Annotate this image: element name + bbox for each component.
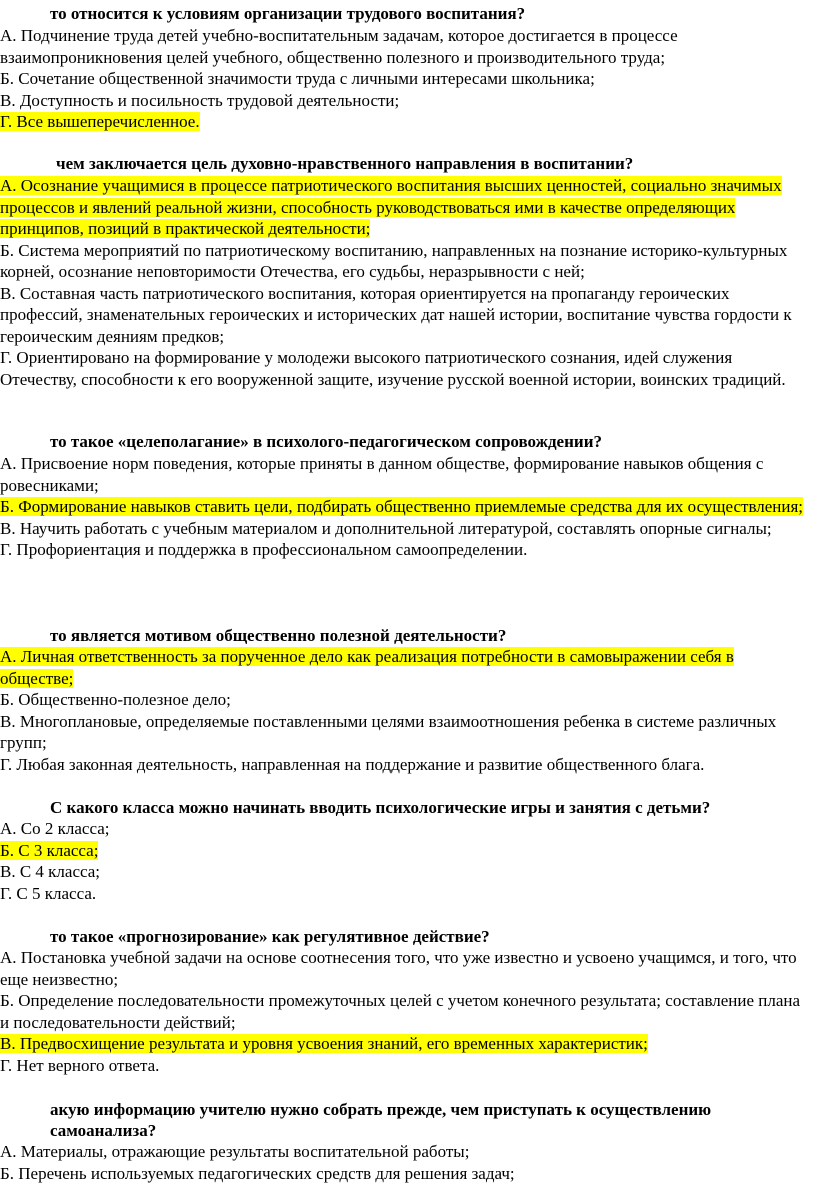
option-3b: Б. Формирование навыков ставить цели, подбирать общественно приемлемые средства для их осуществления; xyxy=(0,496,816,518)
option-2c: В. Составная часть патриотического воспитания, которая ориентируется на пропаганду героических профессий, знаменательных героических и исторических дат нашей истории, воспитание чувства гордости к героическим деяниям предков; xyxy=(0,283,816,348)
option-3a: А. Присвоение норм поведения, которые приняты в данном обществе, формирование навыков общения с ровесниками; xyxy=(0,453,816,496)
option-4c: В. Многоплановые, определяемые поставленными целями взаимоотношения ребенка в системе различных групп; xyxy=(0,711,816,754)
option-4a: А. Личная ответственность за порученное дело как реализация потребности в самовыражении себя в обществе; xyxy=(0,646,816,689)
option-1b: Б. Сочетание общественной значимости труда с личными интересами школьника; xyxy=(0,68,816,90)
option-4d: Г. Любая законная деятельность, направленная на поддержание и развитие общественного блага. xyxy=(0,754,816,776)
option-1d: Г. Все вышеперечисленное. xyxy=(0,111,816,133)
options-6 xyxy=(0,947,816,1076)
options-1 xyxy=(0,25,816,133)
option-6b: Б. Определение последовательности промежуточных целей с учетом конечного результата; составление плана и последовательности действий; xyxy=(0,990,816,1033)
options-4 xyxy=(0,646,816,775)
question-1: то относится к условиям организации трудового воспитания? xyxy=(0,3,816,24)
question-4: то является мотивом общественно полезной деятельности? xyxy=(0,625,816,646)
option-7b: Б. Перечень используемых педагогических средств для решения задач; xyxy=(0,1163,816,1184)
option-5d: Г. С 5 класса. xyxy=(0,883,816,905)
option-7a: А. Материалы, отражающие результаты воспитательной работы; xyxy=(0,1141,816,1163)
question-6: то такое «прогнозирование» как регулятивное действие? xyxy=(0,926,816,947)
option-2a: А. Осознание учащимися в процессе патриотического воспитания высших ценностей, социально значимых процессов и явлений реальной жизни, способность руководствоваться ими в качестве определяющих принципов, позиций в практической деятельности; xyxy=(0,175,816,240)
option-1a: А. Подчинение труда детей учебно-воспитательным задачам, которое достигается в процессе взаимопроникновения целей учебного, общественно полезного и производительного труда; xyxy=(0,25,816,68)
option-2b: Б. Система мероприятий по патриотическому воспитанию, направленных на познание историко-культурных корней, осознание неповторимости Отечества, его судьбы, неразрывности с ней; xyxy=(0,240,816,283)
option-1c: В. Доступность и посильность трудовой деятельности; xyxy=(0,90,816,112)
option-6c: В. Предвосхищение результата и уровня усвоения знаний, его временных характеристик; xyxy=(0,1033,816,1055)
options-7 xyxy=(0,1141,816,1184)
option-6a: А. Постановка учебной задачи на основе соотнесения того, что уже известно и усвоено учащимся, и того, что еще неизвестно; xyxy=(0,947,816,990)
options-2 xyxy=(0,175,816,390)
question-5: С какого класса можно начинать вводить психологические игры и занятия с детьми? xyxy=(0,797,816,818)
question-7: акую информацию учителю нужно собрать прежде, чем приступать к осуществлению самоанализа? xyxy=(0,1099,816,1141)
option-2d: Г. Ориентировано на формирование у молодежи высокого патриотического сознания, идей служения Отечеству, способности к его вооруженной защите, изучение русской военной истории, воинских традиций. xyxy=(0,347,816,390)
question-3: то такое «целеполагание» в психолого-педагогическом сопровождении? xyxy=(0,431,816,452)
option-5a: А. Со 2 класса; xyxy=(0,818,816,840)
option-5b: Б. С 3 класса; xyxy=(0,840,816,862)
options-3 xyxy=(0,453,816,561)
option-3d: Г. Профориентация и поддержка в профессиональном самоопределении. xyxy=(0,539,816,561)
option-3c: В. Научить работать с учебным материалом и дополнительной литературой, составлять опорные сигналы; xyxy=(0,518,816,540)
option-6d: Г. Нет верного ответа. xyxy=(0,1055,816,1077)
option-5c: В. С 4 класса; xyxy=(0,861,816,883)
question-2: чем заключается цель духовно-нравственного направления в воспитании? xyxy=(0,153,816,174)
option-4b: Б. Общественно-полезное дело; xyxy=(0,689,816,711)
options-5 xyxy=(0,818,816,904)
